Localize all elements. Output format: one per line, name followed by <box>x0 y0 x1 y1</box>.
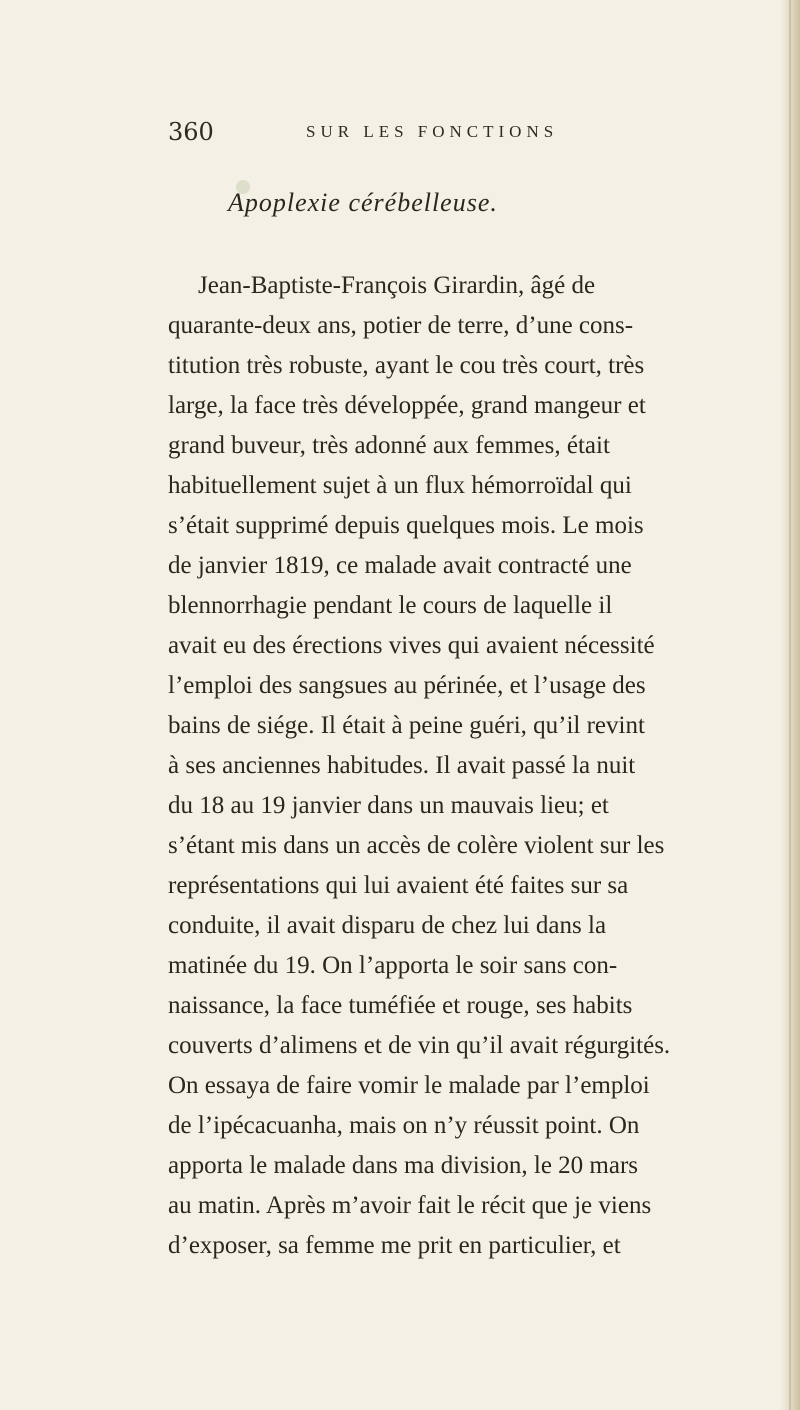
text-line: de l’ipécacuanha, mais on n’y réussit point. On <box>168 1112 640 1139</box>
body-paragraph <box>168 266 758 1266</box>
page-number: 360 <box>168 118 214 146</box>
text-line: s’étant mis dans un accès de colère violent sur les <box>168 832 665 859</box>
text-line: du 18 au 19 janvier dans un mauvais lieu; et <box>168 792 609 819</box>
text-line: l’emploi des sangsues au périnée, et l’usage des <box>168 672 646 699</box>
text-line: de janvier 1819, ce malade avait contracté une <box>168 552 632 579</box>
text-line: à ses anciennes habitudes. Il avait passé la nuit <box>168 752 636 779</box>
text-line: On essaya de faire vomir le malade par l’emploi <box>168 1072 650 1099</box>
text-line: Jean-Baptiste-François Girardin, âgé de <box>198 272 596 299</box>
text-line: conduite, il avait disparu de chez lui dans la <box>168 912 607 939</box>
text-line: titution très robuste, ayant le cou très court, très <box>168 352 645 379</box>
text-line: avait eu des érections vives qui avaient nécessité <box>168 632 655 659</box>
text-line: habituellement sujet à un flux hémorroïdal qui <box>168 472 632 499</box>
text-line: matinée du 19. On l’apporta le soir sans con- <box>168 952 618 979</box>
text-line: quarante-deux ans, potier de terre, d’une cons- <box>168 312 634 339</box>
running-head: SUR LES FONCTIONS <box>306 122 559 141</box>
page-edge-line <box>789 0 791 1410</box>
text-line: bains de siége. Il était à peine guéri, qu’il revint <box>168 712 645 739</box>
text-line: apporta le malade dans ma division, le 20 mars <box>168 1152 639 1179</box>
page-header <box>168 118 728 152</box>
section-title: Apoplexie cérébelleuse. <box>228 188 498 217</box>
text-line: d’exposer, sa femme me prit en particulier, et <box>168 1232 621 1259</box>
text-line: s’était supprimé depuis quelques mois. Le mois <box>168 512 644 539</box>
text-line: représentations qui lui avaient été faites sur sa <box>168 872 629 899</box>
text-line: naissance, la face tuméfiée et rouge, ses habits <box>168 992 633 1019</box>
text-line: au matin. Après m’avoir fait le récit que je viens <box>168 1192 652 1219</box>
text-line: blennorrhagie pendant le cours de laquelle il <box>168 592 613 619</box>
text-line: grand buveur, très adonné aux femmes, était <box>168 432 610 459</box>
text-line: couverts d’alimens et de vin qu’il avait régurgités. <box>168 1032 671 1059</box>
text-line: large, la face très développée, grand mangeur et <box>168 392 646 419</box>
